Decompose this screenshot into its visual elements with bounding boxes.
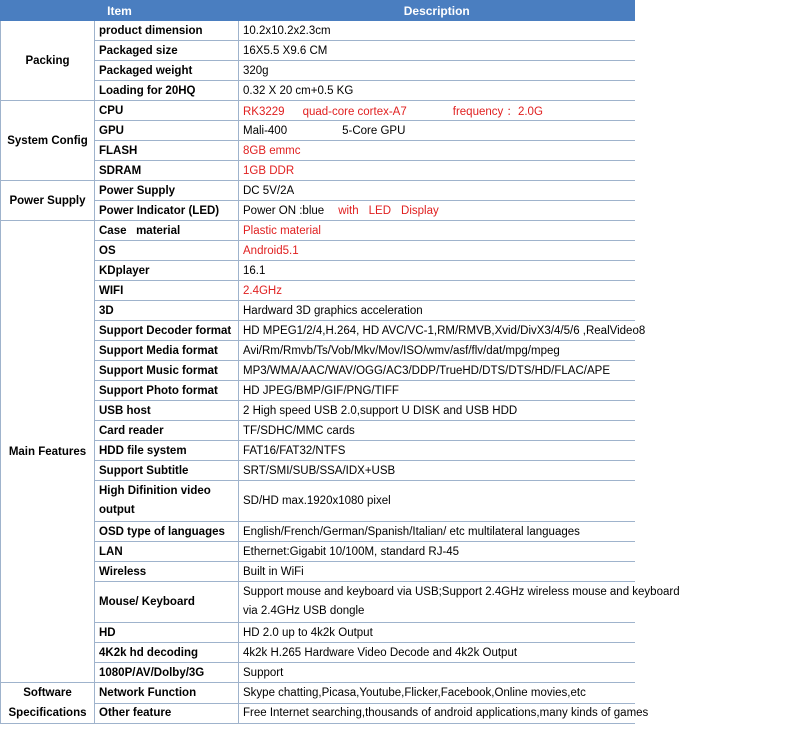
header-item: Item (1, 1, 239, 21)
category-system-config: System Config (1, 101, 95, 181)
item-value: Android5.1 (239, 241, 635, 261)
header-row (1, 1, 635, 21)
item-label: Support Subtitle (95, 461, 239, 481)
item-value: SRT/SMI/SUB/SSA/IDX+USB (239, 461, 635, 481)
item-label: Case material (95, 221, 239, 241)
item-label: USB host (95, 401, 239, 421)
cpu-model: RK3229 (243, 105, 285, 118)
item-label: SDRAM (95, 161, 239, 181)
item-label: Card reader (95, 421, 239, 441)
category-power-supply: Power Supply (1, 181, 95, 221)
item-value: Support (239, 663, 635, 683)
item-label: HDD file system (95, 441, 239, 461)
item-value: 16X5.5 X9.6 CM (239, 41, 635, 61)
item-value: 0.32 X 20 cm+0.5 KG (239, 81, 635, 101)
item-label: 1080P/AV/Dolby/3G (95, 663, 239, 683)
table-row (1, 181, 635, 201)
item-label: product dimension (95, 21, 239, 41)
item-value: 320g (239, 61, 635, 81)
item-label: Mouse/ Keyboard (95, 582, 239, 623)
table-row (1, 481, 635, 522)
table-row (1, 241, 635, 261)
category-packing: Packing (1, 21, 95, 101)
item-value: TF/SDHC/MMC cards (239, 421, 635, 441)
cpu-frequency: frequency ：2.0G (452, 105, 543, 118)
item-label: OSD type of languages (95, 522, 239, 542)
table-row (1, 21, 635, 41)
table-row (1, 61, 635, 81)
item-label: GPU (95, 121, 239, 141)
table-row (1, 201, 635, 221)
item-value (239, 101, 635, 121)
table-row (1, 141, 635, 161)
item-label: Loading for 20HQ (95, 81, 239, 101)
table-row (1, 663, 635, 683)
item-label: Support Music format (95, 361, 239, 381)
table-row (1, 421, 635, 441)
item-value: Free Internet searching,thousands of android applications,many kinds of games (239, 703, 635, 724)
item-value: HD MPEG1/2/4,H.264, HD AVC/VC-1,RM/RMVB,Xvid/DivX3/4/5/6 ,RealVideo8 (239, 321, 635, 341)
item-value: HD 2.0 up to 4k2k Output (239, 623, 635, 643)
table-row (1, 41, 635, 61)
item-value: 16.1 (239, 261, 635, 281)
table-row (1, 101, 635, 121)
table-row (1, 161, 635, 181)
table-row (1, 461, 635, 481)
table-row (1, 81, 635, 101)
table-row (1, 361, 635, 381)
item-value: DC 5V/2A (239, 181, 635, 201)
item-label: 3D (95, 301, 239, 321)
table-row (1, 582, 635, 623)
table-row (1, 281, 635, 301)
category-software-specifications: Software Specifications (1, 683, 95, 724)
item-label: Support Photo format (95, 381, 239, 401)
item-value: Plastic material (239, 221, 635, 241)
item-label: Wireless (95, 562, 239, 582)
item-label: Support Decoder format (95, 321, 239, 341)
item-label: Power Supply (95, 181, 239, 201)
mouse-keyboard-line-2: via 2.4GHz USB dongle (243, 605, 365, 617)
item-value: Ethernet:Gigabit 10/100M, standard RJ-45 (239, 542, 635, 562)
category-main-features: Main Features (1, 221, 95, 683)
item-label: LAN (95, 542, 239, 562)
header-description: Description (239, 1, 635, 21)
item-value: Hardward 3D graphics acceleration (239, 301, 635, 321)
table-row (1, 261, 635, 281)
item-label: HD (95, 623, 239, 643)
table-row (1, 542, 635, 562)
item-value: 2 High speed USB 2.0,support U DISK and USB HDD (239, 401, 635, 421)
table-row (1, 341, 635, 361)
item-value: English/French/German/Spanish/Italian/ etc multilateral languages (239, 522, 635, 542)
item-value: 10.2x10.2x2.3cm (239, 21, 635, 41)
item-value: 2.4GHz (239, 281, 635, 301)
table-row (1, 121, 635, 141)
item-value (239, 121, 635, 141)
table-row (1, 522, 635, 542)
item-label: Power Indicator (LED) (95, 201, 239, 221)
item-value: 1GB DDR (239, 161, 635, 181)
table-row (1, 221, 635, 241)
item-label: Support Media format (95, 341, 239, 361)
led-led: LED (368, 204, 392, 217)
table-row (1, 321, 635, 341)
item-value: Avi/Rm/Rmvb/Ts/Vob/Mkv/Mov/ISO/wmv/asf/flv/dat/mpg/mpeg (239, 341, 635, 361)
item-label: CPU (95, 101, 239, 121)
gpu-cores: 5-Core GPU (342, 124, 406, 137)
led-power-on: Power ON :blue (243, 204, 325, 217)
cpu-cores: quad-core cortex-A7 (302, 105, 407, 118)
table-row (1, 381, 635, 401)
table-row (1, 562, 635, 582)
item-label: WIFI (95, 281, 239, 301)
table-row (1, 643, 635, 663)
led-display: Display (401, 204, 439, 217)
gpu-model: Mali-400 (243, 124, 288, 137)
item-value (239, 201, 635, 221)
item-value: 4k2k H.265 Hardware Video Decode and 4k2k Output (239, 643, 635, 663)
table-row (1, 683, 635, 704)
item-label: Packaged weight (95, 61, 239, 81)
table-row (1, 623, 635, 643)
table-row (1, 301, 635, 321)
item-value: SD/HD max.1920x1080 pixel (239, 481, 635, 522)
item-label: FLASH (95, 141, 239, 161)
item-label: Network Function (95, 683, 239, 704)
item-value: Built in WiFi (239, 562, 635, 582)
item-label: KDplayer (95, 261, 239, 281)
item-value: 8GB emmc (239, 141, 635, 161)
item-label: Other feature (95, 703, 239, 724)
table-row (1, 703, 635, 724)
item-label: OS (95, 241, 239, 261)
table-row (1, 401, 635, 421)
mouse-keyboard-line-1: Support mouse and keyboard via USB;Support 2.4GHz wireless mouse and keyboard (243, 586, 680, 598)
item-value: MP3/WMA/AAC/WAV/OGG/AC3/DDP/TrueHD/DTS/DTS/HD/FLAC/APE (239, 361, 635, 381)
led-with: with (338, 204, 359, 217)
item-value: FAT16/FAT32/NTFS (239, 441, 635, 461)
item-label: 4K2k hd decoding (95, 643, 239, 663)
item-value: HD JPEG/BMP/GIF/PNG/TIFF (239, 381, 635, 401)
item-label: High Difinition video output (95, 481, 239, 522)
item-value: Skype chatting,Picasa,Youtube,Flicker,Facebook,Online movies,etc (239, 683, 635, 704)
item-value (239, 582, 680, 623)
item-label: Packaged size (95, 41, 239, 61)
table-row (1, 441, 635, 461)
